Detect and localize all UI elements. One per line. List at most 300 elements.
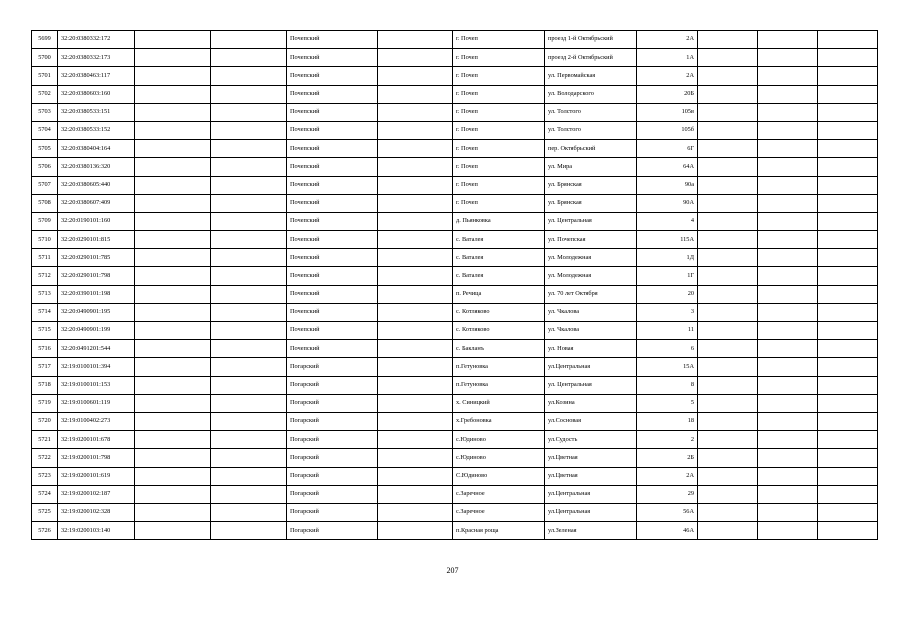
table-row: [32, 522, 878, 540]
cell-blank-col-6: [378, 176, 453, 194]
cell-blank-col-3: [135, 503, 211, 521]
cell-row-index: 5707: [32, 176, 58, 194]
cell-settlement: г. Почеп: [453, 103, 545, 121]
cell-blank-col-3: [135, 303, 211, 321]
cell-settlement: с.Заречное: [453, 503, 545, 521]
cell-blank-col-6: [378, 267, 453, 285]
cell-street: ул.Козина: [545, 394, 637, 412]
cell-house-number: 2А: [637, 467, 698, 485]
cell-blank-col-10: [698, 394, 758, 412]
cell-blank-col-10: [698, 31, 758, 49]
cell-blank-col-10: [698, 431, 758, 449]
cell-blank-col-11: [758, 176, 818, 194]
cell-blank-col-11: [758, 467, 818, 485]
cell-street: ул. Первомайская: [545, 67, 637, 85]
cell-row-index: 5713: [32, 285, 58, 303]
cell-cadastral-number: 32:19:0200101:798: [58, 449, 135, 467]
cell-blank-col-6: [378, 376, 453, 394]
cell-blank-col-11: [758, 267, 818, 285]
cell-settlement: г. Почеп: [453, 31, 545, 49]
cell-cadastral-number: 32:20:0490901:195: [58, 303, 135, 321]
cell-blank-col-11: [758, 103, 818, 121]
cell-cadastral-number: 32:19:0100101:153: [58, 376, 135, 394]
cell-district: Погарский: [287, 394, 378, 412]
cell-blank-col-10: [698, 340, 758, 358]
cell-district: Почепский: [287, 340, 378, 358]
cell-blank-col-6: [378, 49, 453, 67]
cell-row-index: 5712: [32, 267, 58, 285]
cell-house-number: 15А: [637, 358, 698, 376]
cell-settlement: п.Гетуновка: [453, 358, 545, 376]
cell-blank-col-10: [698, 322, 758, 340]
cell-row-index: 5715: [32, 322, 58, 340]
cell-house-number: 2А: [637, 67, 698, 85]
cell-settlement: с. Ваталея: [453, 267, 545, 285]
cell-blank-col-12: [818, 176, 878, 194]
table-row: [32, 103, 878, 121]
cell-blank-col-4: [211, 412, 287, 430]
cell-house-number: 29: [637, 485, 698, 503]
cell-blank-col-10: [698, 485, 758, 503]
cell-blank-col-10: [698, 49, 758, 67]
table-row: [32, 121, 878, 139]
cell-street: ул.Центральная: [545, 485, 637, 503]
cell-cadastral-number: 32:19:0100101:394: [58, 358, 135, 376]
cell-blank-col-11: [758, 340, 818, 358]
cell-blank-col-10: [698, 503, 758, 521]
cell-blank-col-11: [758, 449, 818, 467]
cell-district: Почепский: [287, 85, 378, 103]
cell-blank-col-10: [698, 522, 758, 540]
cell-cadastral-number: 32:20:0380533:152: [58, 121, 135, 139]
table-row: [32, 340, 878, 358]
table-row: [32, 503, 878, 521]
cell-settlement: г. Почеп: [453, 158, 545, 176]
cell-blank-col-3: [135, 158, 211, 176]
cell-district: Почепский: [287, 194, 378, 212]
cell-blank-col-11: [758, 49, 818, 67]
cell-cadastral-number: 32:20:0290101:815: [58, 231, 135, 249]
table-row: [32, 249, 878, 267]
cell-district: Почепский: [287, 231, 378, 249]
cell-blank-col-6: [378, 485, 453, 503]
cell-row-index: 5726: [32, 522, 58, 540]
cell-settlement: г. Почеп: [453, 49, 545, 67]
cell-house-number: 1Д: [637, 249, 698, 267]
cell-row-index: 5706: [32, 158, 58, 176]
cell-settlement: п.Красная роща: [453, 522, 545, 540]
cell-blank-col-6: [378, 231, 453, 249]
cell-district: Погарский: [287, 449, 378, 467]
cell-blank-col-11: [758, 31, 818, 49]
cell-blank-col-4: [211, 431, 287, 449]
cell-cadastral-number: 32:19:0200102:187: [58, 485, 135, 503]
table-row: [32, 412, 878, 430]
cell-cadastral-number: 32:20:0380603:160: [58, 85, 135, 103]
cell-row-index: 5720: [32, 412, 58, 430]
cell-district: Погарский: [287, 431, 378, 449]
cell-settlement: с. Котляково: [453, 303, 545, 321]
cell-blank-col-11: [758, 358, 818, 376]
cell-blank-col-12: [818, 158, 878, 176]
cell-row-index: 5705: [32, 140, 58, 158]
cell-blank-col-6: [378, 303, 453, 321]
cell-row-index: 5714: [32, 303, 58, 321]
cell-house-number: 90А: [637, 194, 698, 212]
cell-district: Погарский: [287, 522, 378, 540]
cell-cadastral-number: 32:19:0200101:678: [58, 431, 135, 449]
cell-row-index: 5724: [32, 485, 58, 503]
cell-row-index: 5702: [32, 85, 58, 103]
cell-blank-col-6: [378, 194, 453, 212]
cell-house-number: 56А: [637, 503, 698, 521]
table-row: [32, 31, 878, 49]
cell-blank-col-3: [135, 322, 211, 340]
table-row: [32, 49, 878, 67]
cell-blank-col-12: [818, 467, 878, 485]
cell-blank-col-4: [211, 503, 287, 521]
cell-blank-col-11: [758, 503, 818, 521]
cell-blank-col-3: [135, 358, 211, 376]
cell-house-number: 1А: [637, 49, 698, 67]
cell-house-number: 4: [637, 212, 698, 230]
cell-blank-col-3: [135, 431, 211, 449]
cell-street: ул.Цветная: [545, 467, 637, 485]
cell-district: Погарский: [287, 467, 378, 485]
cell-settlement: г. Почеп: [453, 176, 545, 194]
cell-blank-col-12: [818, 49, 878, 67]
cell-blank-col-3: [135, 49, 211, 67]
cell-house-number: 8: [637, 376, 698, 394]
cell-blank-col-3: [135, 140, 211, 158]
cell-blank-col-12: [818, 303, 878, 321]
cell-blank-col-10: [698, 249, 758, 267]
cell-district: Почепский: [287, 285, 378, 303]
cell-cadastral-number: 32:20:0290101:785: [58, 249, 135, 267]
cell-blank-col-3: [135, 67, 211, 85]
cell-cadastral-number: 32:20:0380533:151: [58, 103, 135, 121]
cell-blank-col-3: [135, 31, 211, 49]
cell-blank-col-12: [818, 431, 878, 449]
cell-blank-col-10: [698, 140, 758, 158]
cell-street: ул. Центральная: [545, 376, 637, 394]
cell-district: Почепский: [287, 31, 378, 49]
cell-blank-col-3: [135, 285, 211, 303]
cell-blank-col-3: [135, 394, 211, 412]
cell-blank-col-10: [698, 194, 758, 212]
cell-blank-col-4: [211, 358, 287, 376]
cell-district: Почепский: [287, 121, 378, 139]
cell-blank-col-6: [378, 285, 453, 303]
cell-cadastral-number: 32:20:0380605:440: [58, 176, 135, 194]
cell-blank-col-6: [378, 394, 453, 412]
cell-district: Почепский: [287, 322, 378, 340]
cell-cadastral-number: 32:20:0380136:320: [58, 158, 135, 176]
cell-blank-col-3: [135, 176, 211, 194]
cell-blank-col-4: [211, 249, 287, 267]
cell-street: ул.Зеленая: [545, 522, 637, 540]
cell-row-index: 5699: [32, 31, 58, 49]
cell-house-number: 46А: [637, 522, 698, 540]
cell-settlement: п. Речица: [453, 285, 545, 303]
cell-blank-col-10: [698, 121, 758, 139]
cell-blank-col-4: [211, 194, 287, 212]
cell-cadastral-number: 32:20:0390101:198: [58, 285, 135, 303]
cell-blank-col-4: [211, 231, 287, 249]
page-number: 207: [446, 566, 459, 575]
cell-blank-col-12: [818, 231, 878, 249]
cell-blank-col-10: [698, 303, 758, 321]
cell-blank-col-12: [818, 412, 878, 430]
cell-blank-col-4: [211, 85, 287, 103]
cell-district: Погарский: [287, 503, 378, 521]
cell-cadastral-number: 32:19:0200101:619: [58, 467, 135, 485]
cell-street: проезд 1-й Октябрьский: [545, 31, 637, 49]
cell-blank-col-11: [758, 212, 818, 230]
cell-house-number: 115А: [637, 231, 698, 249]
cell-house-number: 6: [637, 340, 698, 358]
cell-blank-col-4: [211, 522, 287, 540]
cell-blank-col-6: [378, 212, 453, 230]
cell-house-number: 2Б: [637, 449, 698, 467]
cell-blank-col-4: [211, 67, 287, 85]
cell-cadastral-number: 32:19:0200103:140: [58, 522, 135, 540]
cell-blank-col-6: [378, 31, 453, 49]
cell-blank-col-6: [378, 358, 453, 376]
cell-street: ул.Центральная: [545, 503, 637, 521]
cell-cadastral-number: 32:19:0100601:119: [58, 394, 135, 412]
cell-blank-col-12: [818, 340, 878, 358]
table-row: [32, 449, 878, 467]
cell-blank-col-6: [378, 431, 453, 449]
cell-district: Почепский: [287, 49, 378, 67]
cell-street: проезд 2-й Октябрьский: [545, 49, 637, 67]
cell-blank-col-11: [758, 158, 818, 176]
cell-cadastral-number: 32:19:0200102:328: [58, 503, 135, 521]
cell-settlement: г. Почеп: [453, 194, 545, 212]
table-row: [32, 158, 878, 176]
cell-blank-col-11: [758, 194, 818, 212]
cell-street: пер. Октябрьский: [545, 140, 637, 158]
cell-blank-col-6: [378, 158, 453, 176]
cell-settlement: г. Почеп: [453, 67, 545, 85]
cell-blank-col-12: [818, 394, 878, 412]
cell-street: ул. Чкалова: [545, 303, 637, 321]
cell-blank-col-3: [135, 467, 211, 485]
cell-settlement: с. Котляково: [453, 322, 545, 340]
cell-house-number: 6Г: [637, 140, 698, 158]
cell-settlement: г. Почеп: [453, 140, 545, 158]
cell-row-index: 5718: [32, 376, 58, 394]
cell-blank-col-3: [135, 85, 211, 103]
cell-blank-col-6: [378, 412, 453, 430]
cell-blank-col-10: [698, 158, 758, 176]
cell-blank-col-10: [698, 85, 758, 103]
cell-street: ул. Брянская: [545, 194, 637, 212]
cell-street: ул. Молодежная: [545, 267, 637, 285]
cell-house-number: 3: [637, 303, 698, 321]
cell-blank-col-4: [211, 322, 287, 340]
cell-district: Почепский: [287, 249, 378, 267]
cell-cadastral-number: 32:20:0290101:798: [58, 267, 135, 285]
cell-blank-col-3: [135, 121, 211, 139]
cell-blank-col-4: [211, 303, 287, 321]
cell-house-number: 18: [637, 412, 698, 430]
cell-house-number: 11: [637, 322, 698, 340]
cell-blank-col-12: [818, 449, 878, 467]
cell-blank-col-4: [211, 394, 287, 412]
cell-row-index: 5721: [32, 431, 58, 449]
table-row: [32, 322, 878, 340]
cell-blank-col-3: [135, 103, 211, 121]
cell-cadastral-number: 32:20:0380332:173: [58, 49, 135, 67]
cell-blank-col-3: [135, 376, 211, 394]
cell-blank-col-12: [818, 103, 878, 121]
cell-cadastral-number: 32:20:0380332:172: [58, 31, 135, 49]
cell-blank-col-11: [758, 485, 818, 503]
cell-blank-col-12: [818, 194, 878, 212]
cell-blank-col-6: [378, 467, 453, 485]
table-row: [32, 194, 878, 212]
cell-blank-col-12: [818, 249, 878, 267]
cell-blank-col-6: [378, 340, 453, 358]
cell-blank-col-6: [378, 503, 453, 521]
cell-blank-col-4: [211, 285, 287, 303]
cell-blank-col-10: [698, 176, 758, 194]
cell-district: Погарский: [287, 412, 378, 430]
cell-blank-col-10: [698, 285, 758, 303]
cell-row-index: 5700: [32, 49, 58, 67]
cell-row-index: 5711: [32, 249, 58, 267]
cell-row-index: 5701: [32, 67, 58, 85]
cell-settlement: С.Юдиново: [453, 467, 545, 485]
cell-settlement: с.Юдиново: [453, 431, 545, 449]
cell-blank-col-6: [378, 67, 453, 85]
cell-house-number: 1Г: [637, 267, 698, 285]
cell-blank-col-11: [758, 121, 818, 139]
cell-district: Почепский: [287, 267, 378, 285]
table-row: [32, 67, 878, 85]
table-row: [32, 303, 878, 321]
cell-blank-col-11: [758, 285, 818, 303]
cell-cadastral-number: 32:20:0380404:164: [58, 140, 135, 158]
cell-cadastral-number: 32:19:0100402:273: [58, 412, 135, 430]
cell-street: ул. Брянская: [545, 176, 637, 194]
cell-house-number: 20Б: [637, 85, 698, 103]
cell-street: ул. 70 лет Октября: [545, 285, 637, 303]
cell-blank-col-10: [698, 449, 758, 467]
cell-blank-col-4: [211, 467, 287, 485]
cell-row-index: 5719: [32, 394, 58, 412]
cell-district: Погарский: [287, 358, 378, 376]
cell-blank-col-3: [135, 231, 211, 249]
cell-blank-col-3: [135, 194, 211, 212]
cell-blank-col-12: [818, 140, 878, 158]
cell-blank-col-11: [758, 522, 818, 540]
cell-blank-col-12: [818, 285, 878, 303]
cell-row-index: 5704: [32, 121, 58, 139]
table-row: [32, 285, 878, 303]
cell-blank-col-4: [211, 103, 287, 121]
cell-cadastral-number: 32:20:0380607:409: [58, 194, 135, 212]
cell-house-number: 64А: [637, 158, 698, 176]
cell-settlement: с. Ваталея: [453, 231, 545, 249]
table-row: [32, 231, 878, 249]
cell-blank-col-4: [211, 176, 287, 194]
cell-blank-col-6: [378, 103, 453, 121]
cell-street: ул.Цветная: [545, 449, 637, 467]
cell-blank-col-4: [211, 212, 287, 230]
cell-blank-col-10: [698, 212, 758, 230]
cell-blank-col-11: [758, 231, 818, 249]
cell-blank-col-11: [758, 322, 818, 340]
cell-blank-col-12: [818, 31, 878, 49]
cell-blank-col-4: [211, 340, 287, 358]
table-row: [32, 212, 878, 230]
cell-row-index: 5709: [32, 212, 58, 230]
cell-blank-col-6: [378, 249, 453, 267]
table-row: [32, 467, 878, 485]
table-row: [32, 176, 878, 194]
cell-street: ул. Толстого: [545, 121, 637, 139]
cell-blank-col-4: [211, 140, 287, 158]
cell-house-number: 105б: [637, 121, 698, 139]
cell-street: ул.Сосновая: [545, 412, 637, 430]
cell-row-index: 5717: [32, 358, 58, 376]
table-row: [32, 85, 878, 103]
cell-blank-col-12: [818, 267, 878, 285]
cell-blank-col-11: [758, 67, 818, 85]
cell-blank-col-12: [818, 522, 878, 540]
cell-blank-col-3: [135, 212, 211, 230]
cell-blank-col-12: [818, 322, 878, 340]
cell-street: ул. Молодежная: [545, 249, 637, 267]
cell-blank-col-12: [818, 503, 878, 521]
cell-cadastral-number: 32:20:0491201:544: [58, 340, 135, 358]
cell-settlement: с.Юдиново: [453, 449, 545, 467]
cell-blank-col-12: [818, 376, 878, 394]
cell-street: ул.Судость: [545, 431, 637, 449]
cell-blank-col-3: [135, 522, 211, 540]
cell-blank-col-11: [758, 249, 818, 267]
cell-street: ул. Мира: [545, 158, 637, 176]
cell-blank-col-11: [758, 140, 818, 158]
cell-blank-col-4: [211, 31, 287, 49]
cell-street: ул. Толстого: [545, 103, 637, 121]
cell-district: Погарский: [287, 376, 378, 394]
cell-settlement: п.Гетуновка: [453, 376, 545, 394]
cell-settlement: д. Пьянковка: [453, 212, 545, 230]
cell-district: Почепский: [287, 67, 378, 85]
cell-blank-col-10: [698, 376, 758, 394]
cell-house-number: 2А: [637, 31, 698, 49]
cell-row-index: 5710: [32, 231, 58, 249]
cell-district: Почепский: [287, 140, 378, 158]
cell-blank-col-12: [818, 85, 878, 103]
cell-street: ул. Центральная: [545, 212, 637, 230]
cell-blank-col-3: [135, 340, 211, 358]
cell-house-number: 2: [637, 431, 698, 449]
cell-house-number: 20: [637, 285, 698, 303]
table-row: [32, 376, 878, 394]
cell-house-number: 90а: [637, 176, 698, 194]
cell-blank-col-6: [378, 85, 453, 103]
cell-settlement: с. Бакланъ: [453, 340, 545, 358]
cell-blank-col-10: [698, 103, 758, 121]
cell-cadastral-number: 32:20:0490901:199: [58, 322, 135, 340]
cell-blank-col-4: [211, 485, 287, 503]
table-row: [32, 358, 878, 376]
